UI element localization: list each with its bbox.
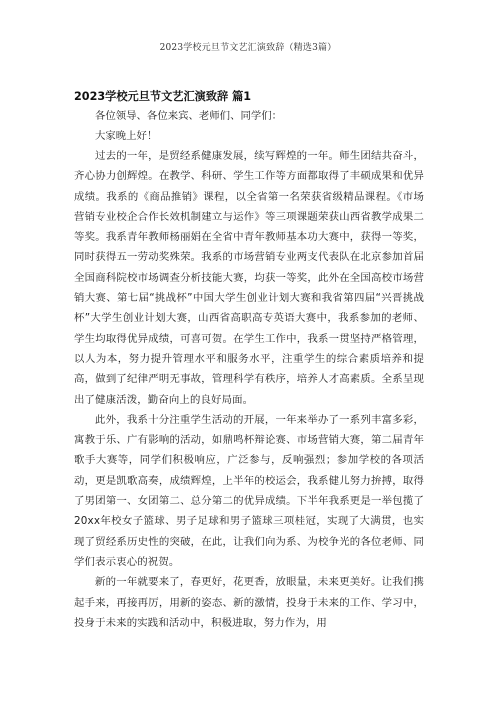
paragraph-2: 此外，我系十分注重学生活动的开展，一年来举办了一系列丰富多彩，寓教于乐、广有影响的活动，如鼎鸣杯辩论赛、市场营销大赛，第二届青年歌手大赛等，同学们积极响应，广泛参与，反响强烈；参加学校的各项活动，更是凯歌高奏，成绩辉煌，上半年的校运会，我系健儿努力拚搏，取得了男团第一、女团第二、总分第二的优异成绩。下半年我系更是一举包揽了20xx年校女子篮球、男子足球和男子篮球三项桂冠，实现了大满贯，也实现了贸经系历史性的突破，在此，让我们向为系、为校争光的各位老师、同学们表示衷心的祝贺。 (74, 413, 424, 568)
salutation: 各位领导、各位来宾、老师们、同学们： (95, 110, 283, 122)
document-title: 2023学校元旦节文艺汇演致辞 篇1 (74, 90, 252, 103)
running-header: 2023学校元旦节文艺汇演致辞（精选3篇） (159, 43, 337, 53)
greeting: 大家晚上好！ (95, 130, 158, 142)
paragraph-1: 过去的一年，是贸经系健康发展，续写辉煌的一年。师生团结共奋斗，齐心协力创辉煌。在教学、科研、学生工作等方面都取得了丰硕成果和优异成绩。我系的《商品推销》课程，以全省第一名荣获省级精品课程。《市场营销专业校企合作长效机制建立与运作》等三项课题荣获山西省教学成果二等奖。我系青年教师杨丽娟在全省中青年教师基本功大赛中，获得一等奖，同时获得五一劳动奖殊荣。我系的市场营销专业两支代表队在北京参加首届全国商科院校市场调查分析技能大赛，均获一等奖，此外在全国高校市场营销大赛、第七届“挑战杯”中国大学生创业计划大赛和我省第四届“兴晋挑战杯”大学生创业计划大赛，山西省高职高专英语大赛中，我系参加的老师、学生均取得优异成绩，可喜可贺。在学生工作中，我系一贯坚持严格管理，以人为本，努力提升管理水平和服务水平，注重学生的综合素质培养和提高，做到了纪律严明无事故，管理科学有秩序，培养人才高素质。全系呈现出了健康活泼，勤奋向上的良好局面。 (74, 150, 424, 406)
paragraph-3: 新的一年就要来了，春更好，花更香，放眼量，未来更美好。让我们携起手来，再接再厉，用新的姿态、新的激情，投身于未来的工作、学习中，投身于未来的实践和活动中，积极进取，努力作为，用 (74, 576, 424, 629)
document-body (74, 88, 424, 633)
